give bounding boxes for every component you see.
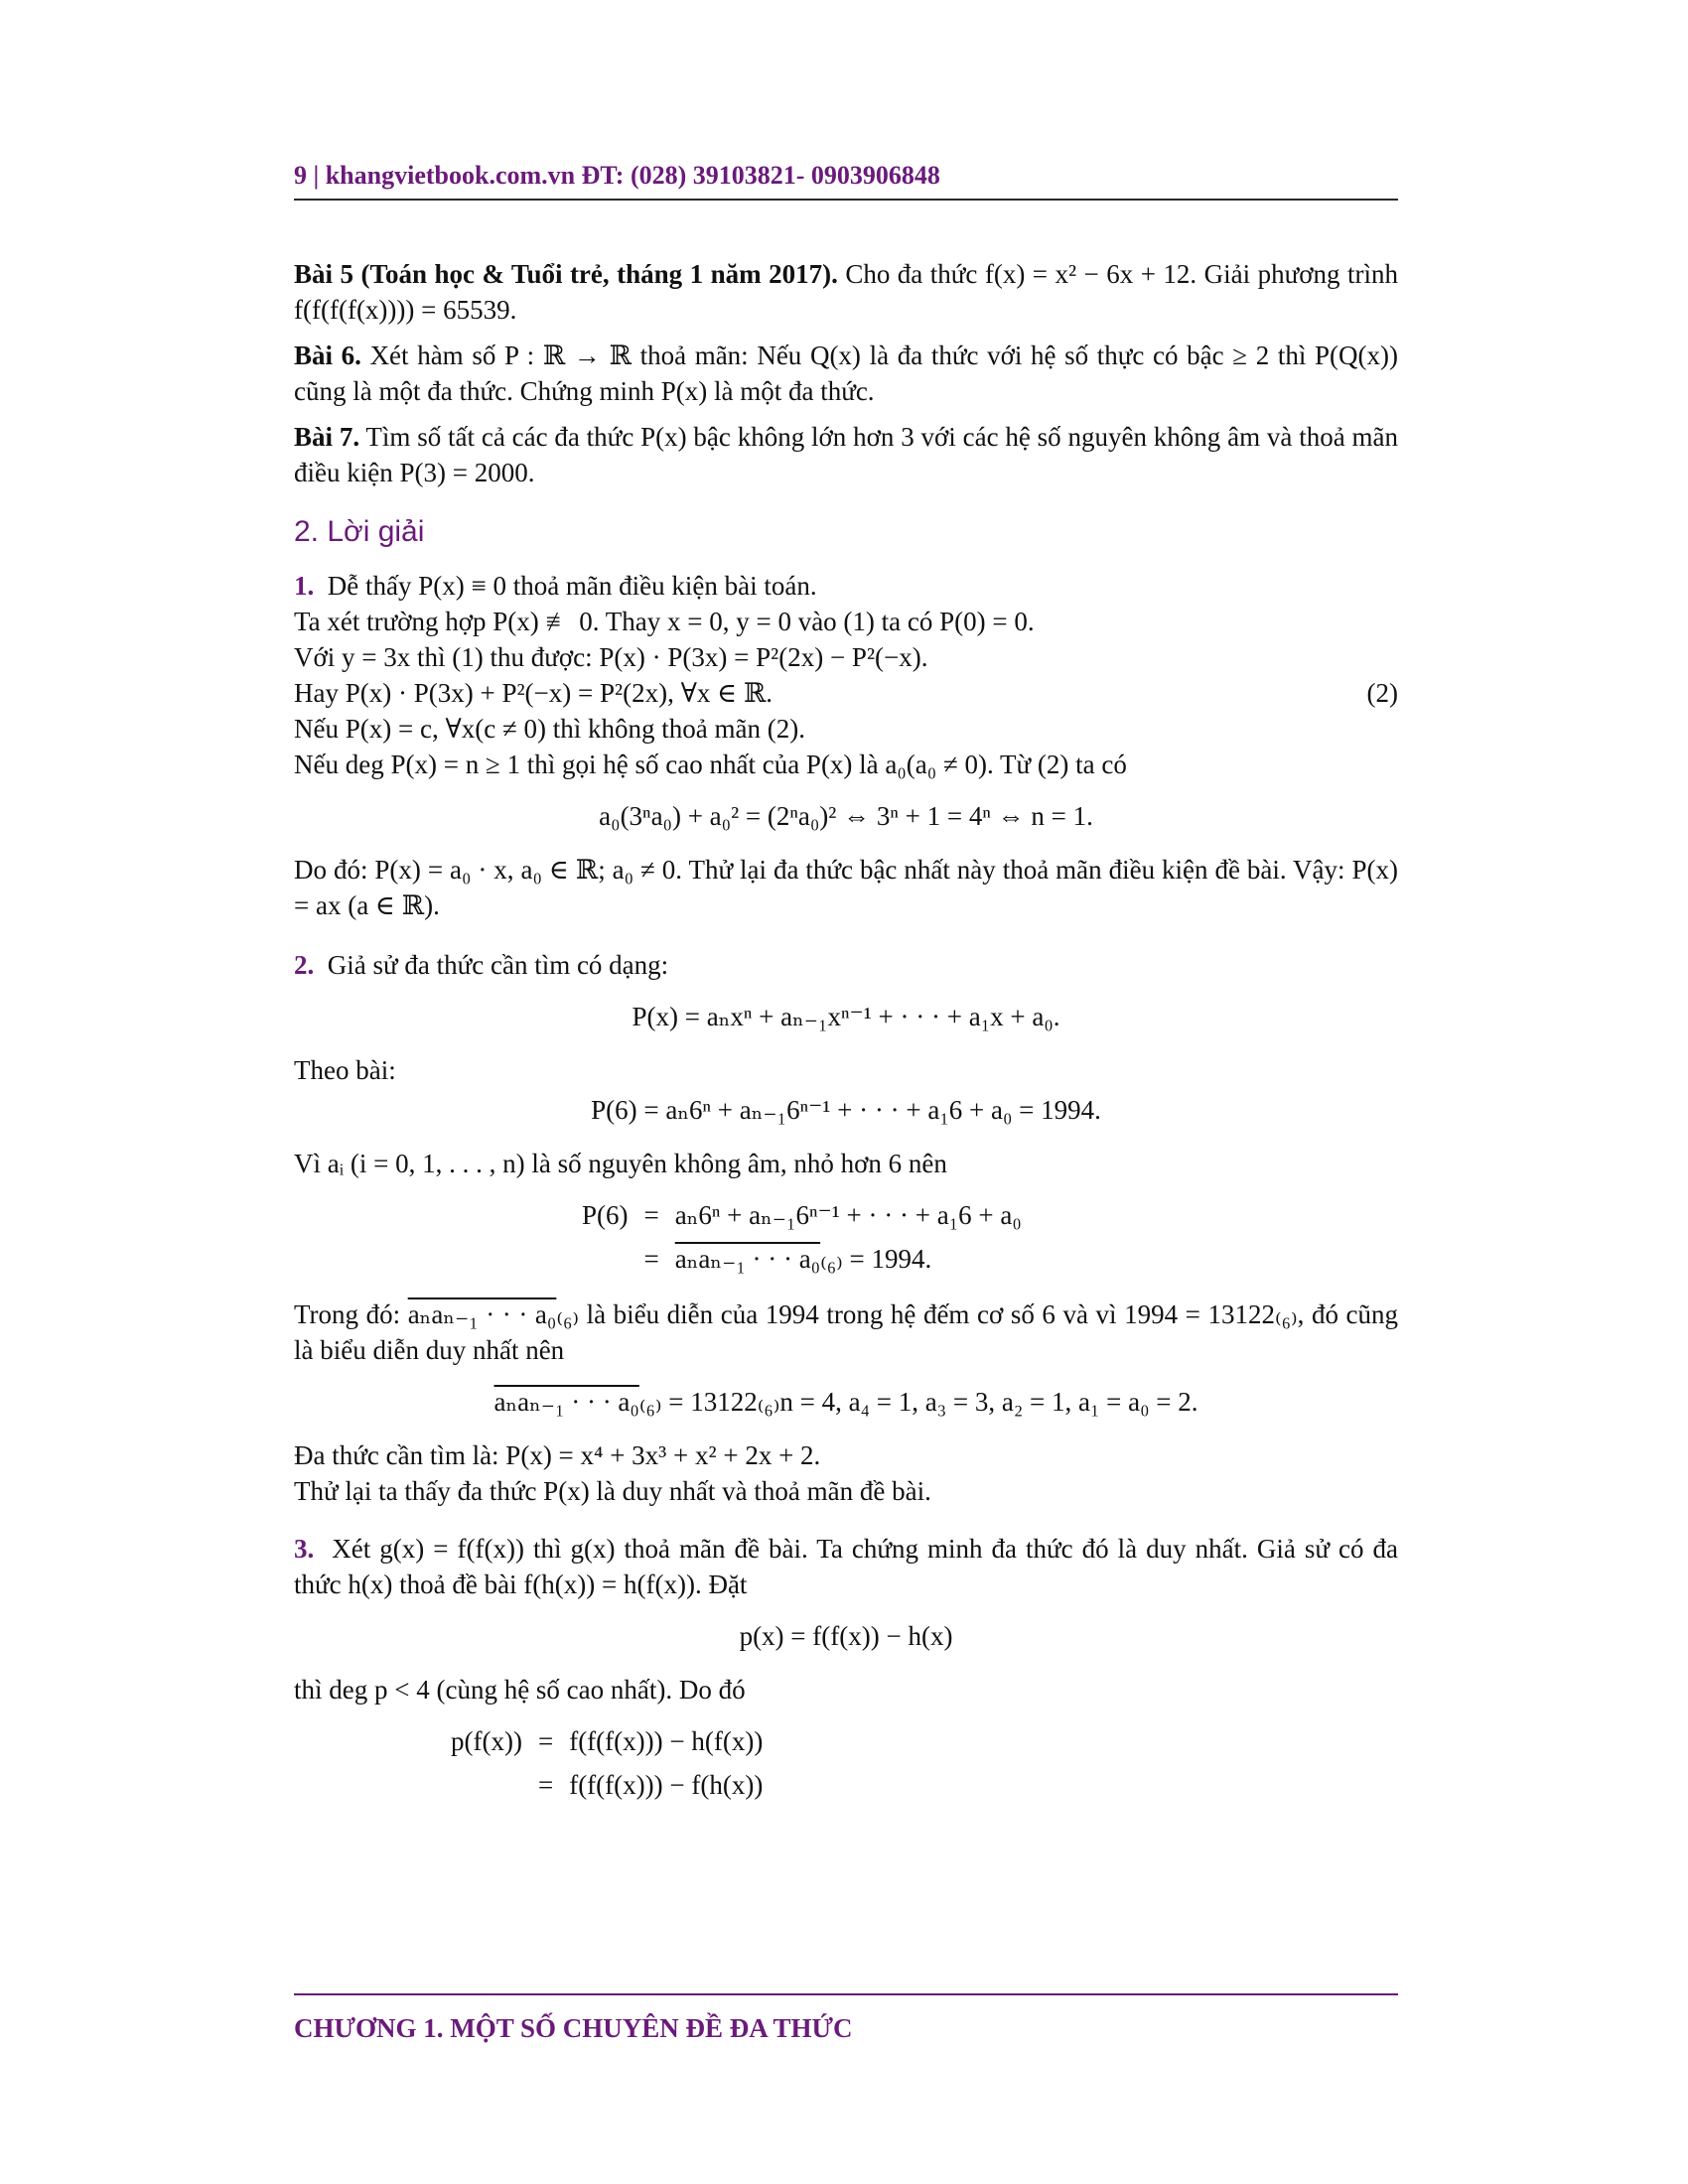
problem-5 — [294, 256, 1398, 328]
solution-line: Theo bài: — [294, 1055, 396, 1085]
overline-digits: aₙaₙ₋₁ · · · a₀ — [407, 1299, 557, 1329]
array-rhs-rest: ₍₆₎ = 1994. — [820, 1244, 932, 1274]
solution-line: Hay P(x) · P(3x) + P²(−x) = P²(2x), ∀x ∈ ℝ. — [294, 678, 774, 708]
running-header: 9 | khangvietbook.com.vn ĐT: (028) 39103821- 0903906848 — [294, 161, 940, 190]
solution-line: Xét g(x) = f(f(x)) thì g(x) thoả mãn đề bài. Ta chứng minh đa thức đó là duy nhất. Giả sử có đa thức h(x) thoả đề bài f(h(x)) = h(f(x)). Đặt — [294, 1534, 1398, 1599]
display-equation-rest: ₍₆₎ = 13122₍₆₎n = 4, a₄ = 1, a₃ = 3, a₂ = 1, a₁ = a₀ = 2. — [638, 1387, 1198, 1417]
solution-3 — [294, 1531, 1398, 1807]
equation-tag: (2) — [1366, 678, 1398, 708]
display-equation: P(6) = aₙ6ⁿ + aₙ₋₁6ⁿ⁻¹ + · · · + a₁6 + a₀ = 1994. — [591, 1095, 1101, 1125]
solution-number: 2. — [294, 950, 315, 980]
section-title: 2. Lời giải — [294, 515, 425, 548]
array-rhs — [667, 1237, 1030, 1281]
solution-line: thì deg p < 4 (cùng hệ số cao nhất). Do đó — [294, 1675, 746, 1705]
solution-line: Dễ thấy P(x) ≡ 0 thoả mãn điều kiện bài toán. — [327, 571, 817, 601]
array-rhs: f(f(f(x))) − f(h(x)) — [569, 1770, 764, 1800]
solution-number: 1. — [294, 571, 315, 601]
display-equation — [294, 1384, 1398, 1420]
problem-text: Tìm số tất cả các đa thức P(x) bậc không lớn hơn 3 với các hệ số nguyên không âm và thoả mãn điều kiện P(3) = 2000. — [294, 422, 1398, 487]
solution-line: ₍₆₎ là biểu diễn của 1994 trong hệ đếm cơ số 6 và vì 1994 = 13122₍₆₎, đó cũng là biểu diễn duy nhất nên — [294, 1299, 1398, 1365]
problem-label: Bài 6. — [294, 341, 361, 370]
array-lhs: p(f(x)) — [451, 1726, 522, 1756]
problem-text: Cho đa thức f(x) = x² − 6x + 12. Giải phương trình f(f(f(f(x)))) = 65539. — [294, 259, 1398, 325]
solution-1 — [294, 568, 1398, 923]
problem-label: Bài 7. — [294, 422, 360, 452]
array-rhs: f(f(f(x))) − h(f(x)) — [569, 1726, 764, 1756]
display-equation: P(x) = aₙxⁿ + aₙ₋₁xⁿ⁻¹ + · · · + a₁x + a₀. — [632, 1002, 1060, 1031]
overline-digits: aₙaₙ₋₁ · · · a₀ — [493, 1387, 639, 1417]
array-lhs: P(6) — [582, 1200, 629, 1230]
problem-7 — [294, 419, 1398, 490]
solution-line: Nếu deg P(x) = n ≥ 1 thì gọi hệ số cao nhất của P(x) là a₀(a₀ ≠ 0). Từ (2) ta có — [294, 750, 1127, 779]
solution-2 — [294, 947, 1398, 1509]
problem-text: Xét hàm số P : ℝ → ℝ thoả mãn: Nếu Q(x) là đa thức với hệ số thực có bậc ≥ 2 thì P(Q(x)) cũng là một đa thức. Chứng minh P(x) là một đa thức. — [294, 341, 1399, 406]
problem-label: Bài 5 (Toán học & Tuổi trẻ, tháng 1 năm 2017). — [294, 259, 838, 289]
solution-line: Ta xét trường hợp P(x) ≢ 0. Thay x = 0, y = 0 vào (1) ta có P(0) = 0. — [294, 607, 1035, 636]
solution-line: Giả sử đa thức cần tìm có dạng: — [327, 950, 669, 980]
solution-line: Do đó: P(x) = a₀ · x, a₀ ∈ ℝ; a₀ ≠ 0. Thử lại đa thức bậc nhất này thoả mãn điều kiện đề bài. Vậy: P(x) = ax (a ∈ ℝ). — [294, 855, 1398, 920]
problem-6 — [294, 338, 1398, 409]
header-rule — [294, 199, 1398, 201]
array-eq: = — [643, 1200, 659, 1230]
solution-line: Với y = 3x thì (1) thu được: P(x) · P(3x) = P²(2x) − P²(−x). — [294, 642, 928, 672]
array-eq: = — [537, 1726, 554, 1756]
solution-line: Đa thức cần tìm là: P(x) = x⁴ + 3x³ + x² + 2x + 2. — [294, 1440, 821, 1470]
content — [294, 256, 1398, 1823]
solution-number: 3. — [294, 1534, 315, 1564]
display-equation: a₀(3ⁿa₀) + a₀² = (2ⁿa₀)² ⇔ 3ⁿ + 1 = 4ⁿ ⇔ n = 1. — [599, 801, 1093, 831]
array-eq: = — [537, 1770, 554, 1800]
solution-line: Nếu P(x) = c, ∀x(c ≠ 0) thì không thoả mãn (2). — [294, 714, 805, 744]
chapter-footer: CHƯƠNG 1. MỘT SỐ CHUYÊN ĐỀ ĐA THỨC — [294, 2013, 853, 2043]
equation-array — [294, 1719, 1398, 1807]
equation-array — [294, 1193, 1398, 1281]
solution-line: Trong đó: — [294, 1299, 401, 1329]
overline-digits: aₙaₙ₋₁ · · · a₀ — [674, 1244, 821, 1274]
footer-rule — [294, 1993, 1398, 1995]
solution-line: Vì aᵢ (i = 0, 1, . . . , n) là số nguyên không âm, nhỏ hơn 6 nên — [294, 1149, 947, 1178]
array-eq: = — [643, 1244, 659, 1274]
array-rhs: aₙ6ⁿ + aₙ₋₁6ⁿ⁻¹ + · · · + a₁6 + a₀ — [674, 1200, 1022, 1230]
display-equation: p(x) = f(f(x)) − h(x) — [739, 1621, 953, 1651]
solution-line: Thử lại ta thấy đa thức P(x) là duy nhất và thoả mãn đề bài. — [294, 1476, 931, 1506]
